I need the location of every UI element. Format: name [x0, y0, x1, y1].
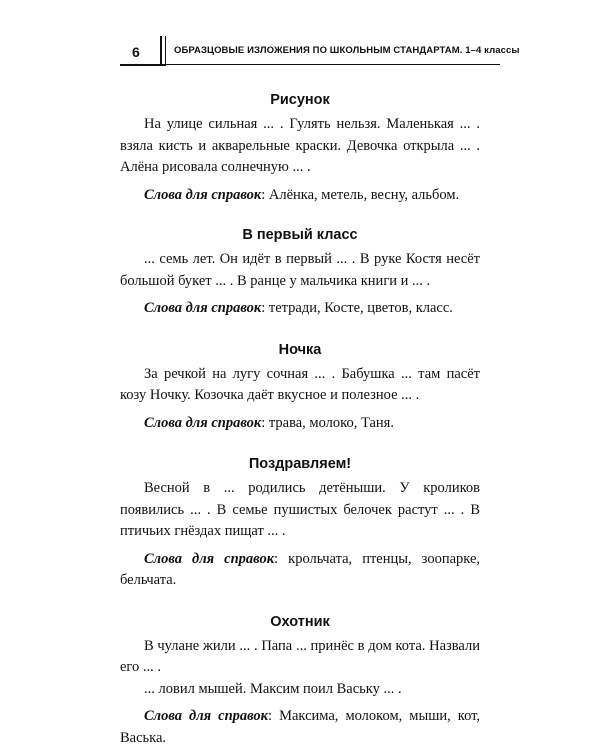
reference-list: : Алёнка, метель, весну, альбом. — [261, 186, 460, 203]
section-text: ... семь лет. Он идёт в первый ... . В руке Костя несёт большой букет ... . В ранце у мальчика книги и ... . — [120, 251, 480, 289]
section-title: Рисунок — [270, 92, 330, 108]
reference-label: Слова для справок — [144, 300, 262, 316]
reference-words — [120, 413, 480, 435]
reference-list: : тетради, Косте, цветов, класс. — [261, 300, 453, 316]
reference-label: Слова для справок — [144, 708, 269, 724]
section-text: На улице сильная ... . Гулять нельзя. Маленькая ... . взяла кисть и акварельные краски. Девочка открыла ... . Алёна рисовала солнечную ... . — [120, 116, 480, 175]
header-rule — [166, 64, 500, 65]
page-content — [120, 90, 480, 749]
section-risunok — [120, 90, 480, 206]
section-text: За речкой на лугу сочная ... . Бабушка ... там пасёт козу Ночку. Козочка даёт вкусное и полезное ... . — [120, 365, 480, 403]
reference-words — [120, 298, 480, 320]
reference-label: Слова для справок — [144, 550, 275, 567]
section-text: В чулане жили ... . Папа ... принёс в дом кота. Назвали его ... . — [120, 637, 480, 675]
page-number: 6 — [132, 44, 140, 60]
header-divider — [160, 36, 162, 66]
reference-list: : Максима, молоком, мыши, кот, Васька. — [120, 708, 480, 746]
section-title: Ночка — [278, 341, 322, 358]
section-title: Охотник — [270, 613, 330, 630]
reference-words — [120, 706, 480, 749]
header-divider — [165, 36, 166, 66]
section-first-class — [120, 225, 480, 320]
section-title: Поздравляем! — [248, 456, 352, 472]
reference-words — [120, 185, 480, 207]
page-header — [120, 36, 520, 68]
header-rule — [120, 64, 166, 66]
reference-label: Слова для справок — [144, 186, 262, 203]
section-title: В первый класс — [242, 227, 358, 243]
section-congrats — [120, 454, 480, 592]
section-hunter — [120, 612, 480, 750]
section-nochka — [120, 340, 480, 435]
reference-list: : трава, молоко, Таня. — [261, 414, 394, 431]
section-text: ... ловил мышей. Максим поил Ваську ... . — [144, 680, 402, 697]
reference-list: : крольчата, птенцы, зоопарке, бельчата. — [120, 550, 481, 588]
section-text: Весной в ... родились детёныши. У кроликов появились ... . В семье пушистых белочек растут ... . В птичьих гнёздах пищат ... . — [120, 480, 480, 539]
running-title: ОБРАЗЦОВЫЕ ИЗЛОЖЕНИЯ ПО ШКОЛЬНЫМ СТАНДАРТАМ. 1–4 классы — [174, 45, 520, 56]
reference-label: Слова для справок — [144, 414, 262, 431]
reference-words — [120, 549, 480, 592]
